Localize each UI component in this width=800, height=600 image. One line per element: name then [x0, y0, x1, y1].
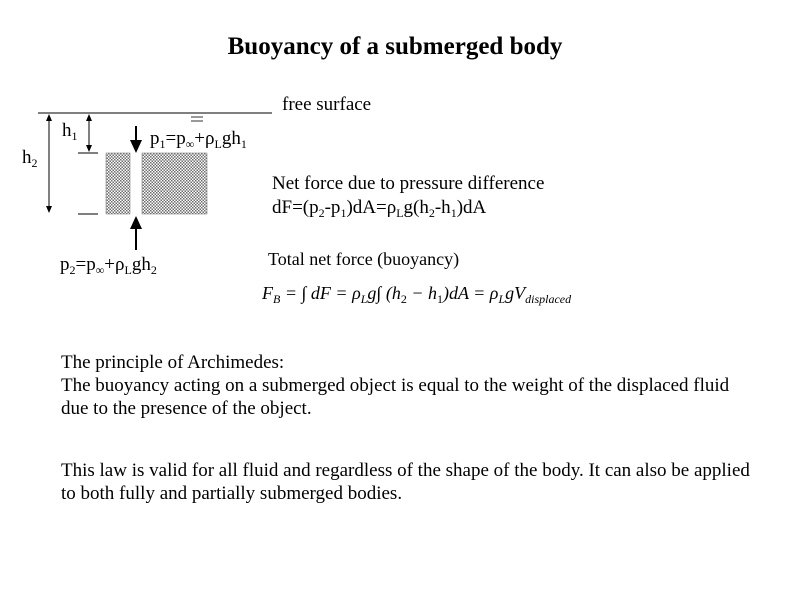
h1-base: h — [62, 120, 72, 141]
net-formula-sub-c: L — [396, 206, 404, 220]
archimedes-principle — [61, 351, 761, 420]
law-text: This law is valid for all fluid and regardless of the shape of the body. It can also be applied to both fully and partially submerged bodies. — [61, 460, 750, 504]
p1-arrow-head — [130, 140, 142, 153]
p2-part-b: =p — [75, 254, 96, 275]
p1-sub-b: ∞ — [185, 137, 195, 151]
h1-arrow-top — [86, 114, 92, 121]
eq-term-3-sub: 1 — [436, 292, 443, 306]
eq-term-1-sub: L — [360, 292, 368, 306]
net-formula-b: -p — [324, 197, 341, 218]
law-validity-note — [61, 459, 761, 505]
buoyancy-equation — [262, 283, 571, 304]
archimedes-text: The buoyancy acting on a submerged object is equal to the weight of the displaced fluid due to the presence of the object. — [61, 375, 730, 419]
eq-term-4-sub: L — [498, 292, 506, 306]
archimedes-heading: The principle of Archimedes: — [61, 352, 285, 373]
p1-sub-a: 1 — [159, 137, 166, 151]
slide-title: Buoyancy of a submerged body — [227, 33, 563, 60]
p1-sub-d: 1 — [240, 137, 247, 151]
eq-term-2-sub: 2 — [400, 292, 407, 306]
net-formula-sub-a: 2 — [318, 206, 325, 220]
p1-sub-c: L — [214, 137, 222, 151]
eq-term-1: = ∫ dF = ρ — [280, 283, 361, 303]
p2-part-a: p — [60, 254, 70, 275]
free-surface-label: free surface — [282, 94, 372, 115]
eq-lhs-sub: B — [273, 292, 281, 306]
p1-part-c: +ρ — [194, 128, 215, 149]
p2-part-d: gh — [131, 254, 151, 275]
net-formula-e: -h — [434, 197, 451, 218]
p1-part-a: p — [150, 128, 160, 149]
net-formula-sub-b: 1 — [340, 206, 347, 220]
p1-part-b: =p — [165, 128, 186, 149]
h1-label — [62, 120, 78, 142]
h1-sub: 1 — [71, 129, 78, 143]
p2-sub-b: ∞ — [95, 263, 105, 277]
eq-term-2: g∫ (h — [367, 283, 401, 303]
net-formula-a: dF=(p — [272, 197, 319, 218]
net-formula-sub-e: 1 — [450, 206, 457, 220]
p2-sub-a: 2 — [69, 263, 76, 277]
p1-pressure-label — [150, 128, 247, 150]
submerged-body-right — [142, 153, 207, 214]
eq-term-5-sub: displaced — [525, 292, 572, 306]
p2-pressure-label — [60, 254, 157, 276]
p2-arrow-head — [130, 216, 142, 229]
h2-sub: 2 — [31, 156, 38, 170]
eq-term-5: gV — [505, 283, 526, 303]
h1-arrow-bottom — [86, 145, 92, 152]
h2-arrow-bottom — [46, 206, 52, 213]
net-formula-sub-d: 2 — [428, 206, 435, 220]
p1-part-d: gh — [221, 128, 241, 149]
submerged-body-left — [106, 153, 130, 214]
h2-label — [22, 147, 38, 169]
h2-arrow-top — [46, 114, 52, 121]
net-formula-f: )dA — [456, 197, 487, 218]
h2-base: h — [22, 147, 32, 168]
net-formula-c: )dA=ρ — [346, 197, 397, 218]
p2-part-c: +ρ — [104, 254, 125, 275]
p2-sub-d: 2 — [150, 263, 157, 277]
eq-term-4: )dA = ρ — [442, 283, 499, 303]
net-formula-d: g(h — [403, 197, 429, 218]
net-force-formula — [272, 197, 486, 219]
eq-term-3: − h — [406, 283, 437, 303]
eq-lhs: F — [262, 283, 273, 303]
total-force-title: Total net force (buoyancy) — [268, 249, 460, 269]
p2-sub-c: L — [124, 263, 132, 277]
net-force-title: Net force due to pressure difference — [272, 173, 545, 194]
